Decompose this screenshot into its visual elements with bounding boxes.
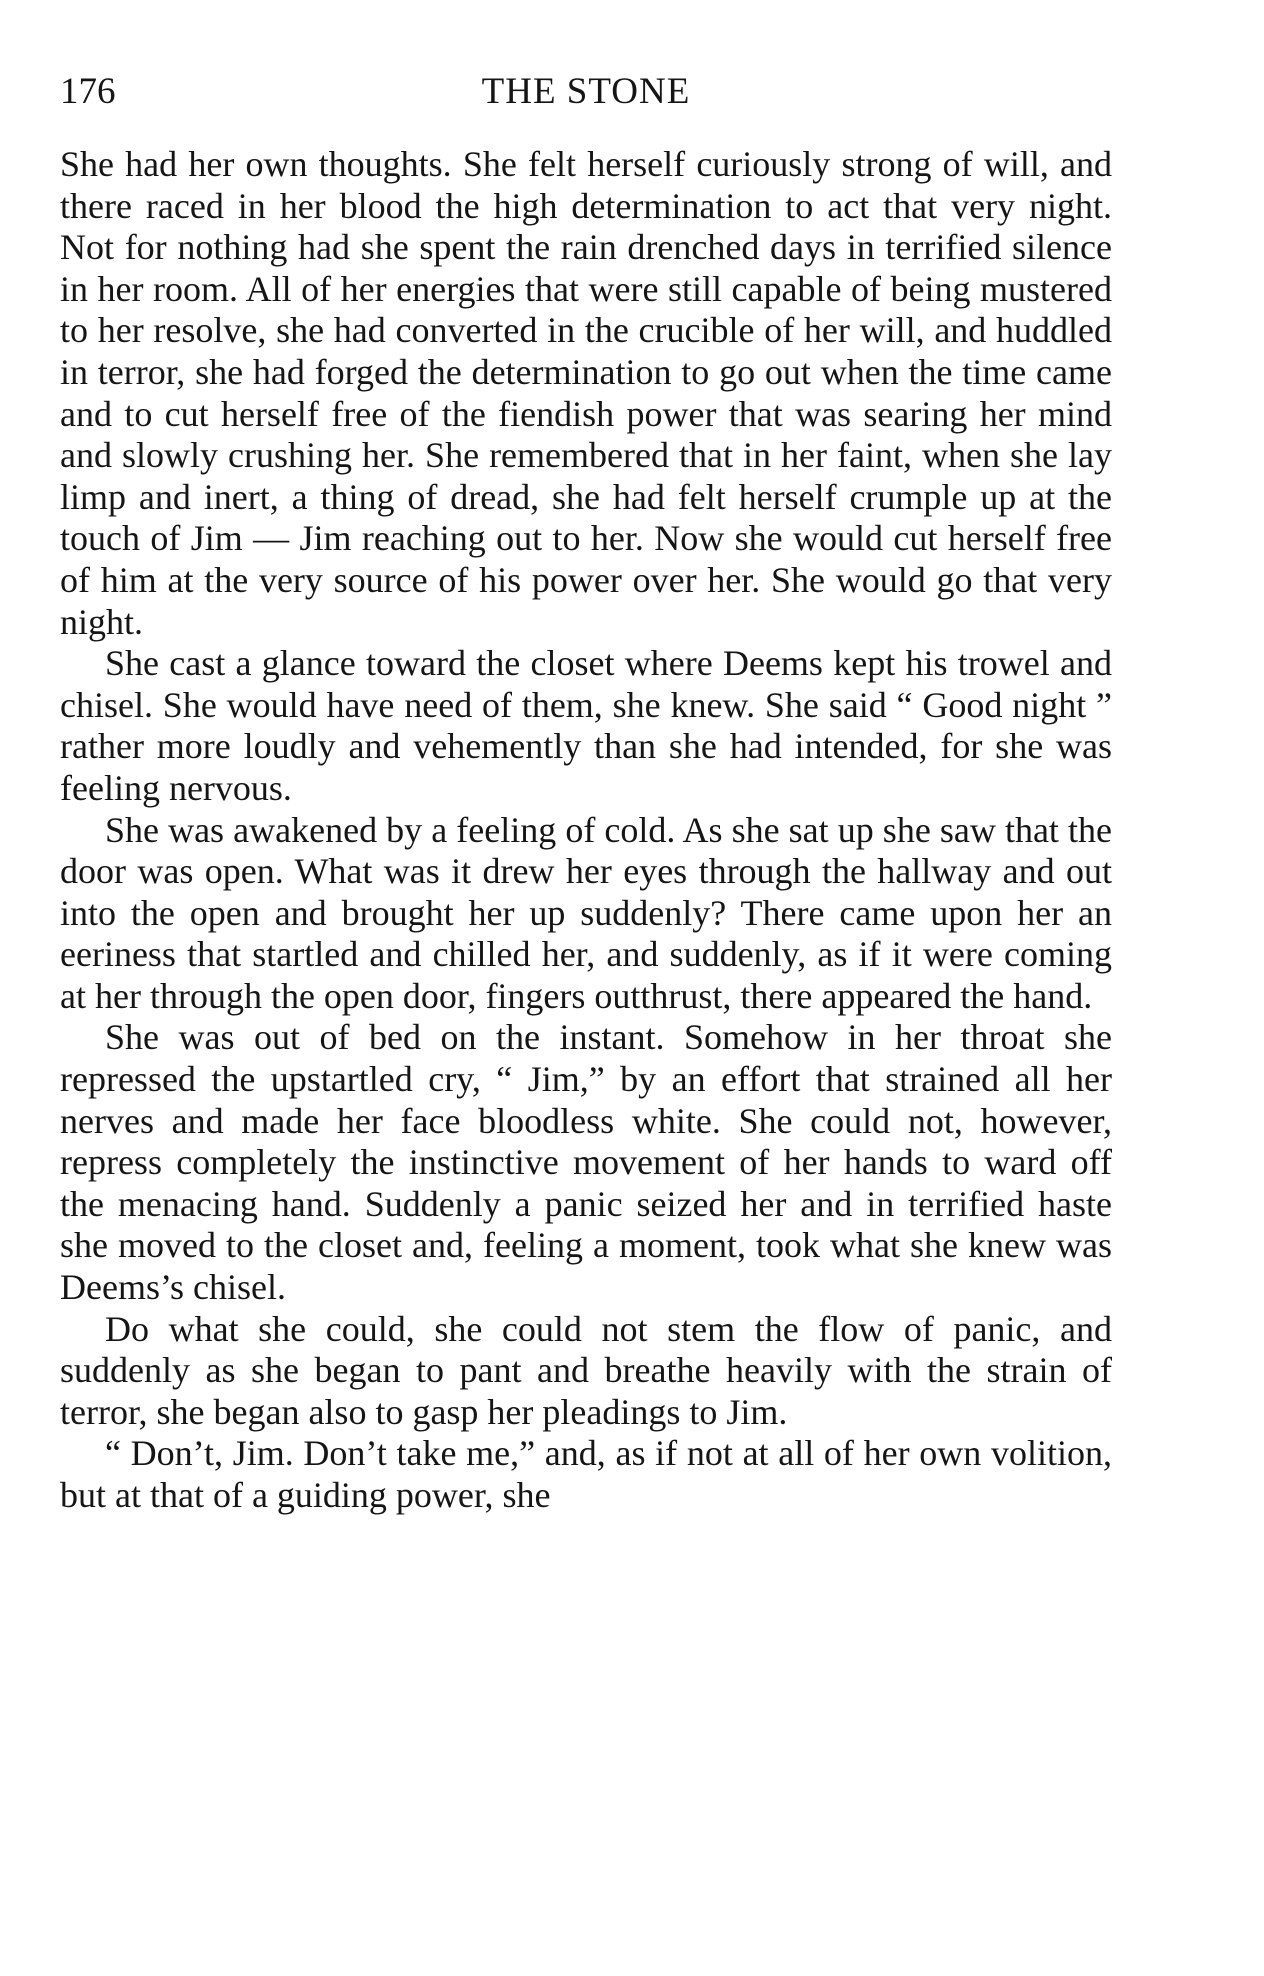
body-text	[60, 144, 1112, 1517]
book-page	[60, 72, 1112, 1517]
paragraph-1: She had her own thoughts. She felt herself curiously strong of will, and there raced in her blood the high determination to act that very night. Not for nothing had she spent the rain drenched days in terrified silence in her room. All of her energies that were still capable of being mustered to her resolve, she had converted in the crucible of her will, and huddled in terror, she had forged the determination to go out when the time came and to cut herself free of the fiendish power that was searing her mind and slowly crushing her. She remembered that in her faint, when she lay limp and inert, a thing of dread, she had felt herself crumple up at the touch of Jim — Jim reaching out to her. Now she would cut herself free of him at the very source of his power over her. She would go that very night.	[60, 144, 1112, 642]
paragraph-2: She cast a glance toward the closet where Deems kept his trowel and chisel. She would have need of them, she knew. She said “ Good night ” rather more loudly and vehemently than she had intended, for she was feeling nervous.	[60, 643, 1112, 808]
page-number: 176	[60, 71, 116, 112]
running-title: THE STONE	[481, 71, 691, 112]
paragraph-6: “ Don’t, Jim. Don’t take me,” and, as if not at all of her own volition, but at that of a guiding power, she	[60, 1433, 1112, 1515]
paragraph-4: She was out of bed on the instant. Somehow in her throat she repressed the upstartled cry, “ Jim,” by an effort that strained all her nerves and made her face bloodless white. She could not, however, repress completely the instinctive movement of her hands to ward off the menacing hand. Suddenly a panic seized her and in terrified haste she moved to the closet and, feeling a moment, took what she knew was Deems’s chisel.	[60, 1017, 1112, 1308]
paragraph-3: She was awakened by a feeling of cold. As she sat up she saw that the door was open. What was it drew her eyes through the hallway and out into the open and brought her up suddenly? There came upon her an eeriness that startled and chilled her, and suddenly, as if it were coming at her through the open door, fingers outthrust, there appeared the hand.	[60, 809, 1112, 1016]
running-head	[60, 72, 1112, 112]
paragraph-5: Do what she could, she could not stem the flow of panic, and suddenly as she began to pant and breathe heavily with the strain of terror, she began also to gasp her pleadings to Jim.	[60, 1308, 1112, 1432]
